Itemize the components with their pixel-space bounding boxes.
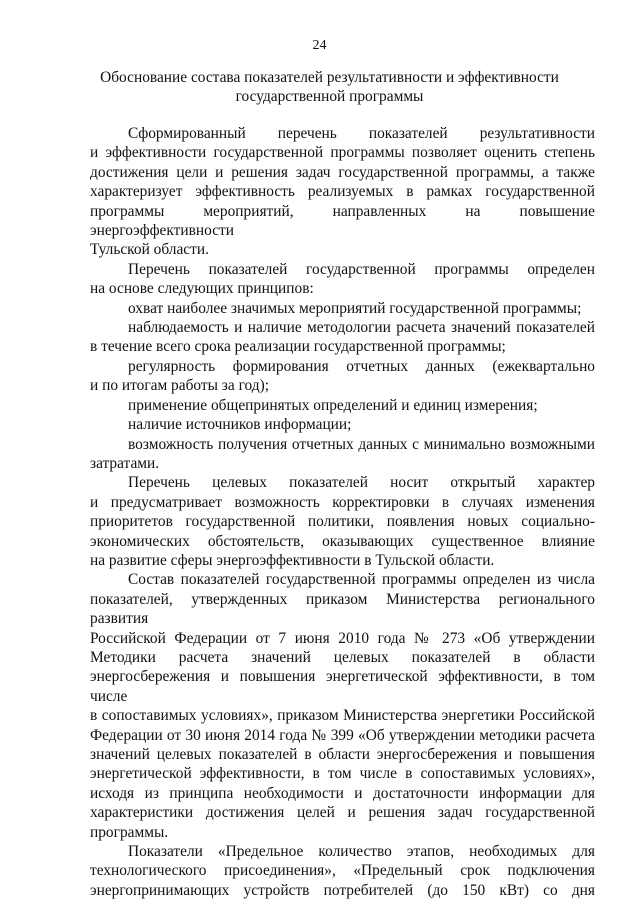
paragraph — [90, 570, 595, 842]
text-line: Перечень целевых показателей носит открытый характер — [128, 474, 595, 492]
paragraph — [90, 124, 595, 260]
text-line: и предусматривает возможность корректировки в случаях изменения — [90, 493, 595, 511]
list-item — [90, 396, 595, 415]
text-line: охват наиболее значимых мероприятий государственной программы; — [128, 299, 582, 317]
text-line: программы мероприятий, направленных на повышение энергоэффективности — [90, 202, 595, 240]
section-title-line: государственной программы — [235, 88, 424, 105]
page-number: 24 — [312, 38, 327, 53]
text-line: программы. — [90, 823, 169, 841]
text-line: затратами. — [90, 454, 160, 472]
text-line: характеристики достижения целей и решения задач государственной — [90, 804, 595, 822]
text-line: характеризует эффективность реализуемых в рамках государственной — [90, 183, 595, 201]
list-item — [90, 318, 595, 357]
text-line: достижения цели и решения задач государственной программы, а также — [90, 163, 595, 181]
text-line: Федерации от 30 июня 2014 года № 399 «Об утверждении методики расчета — [90, 726, 595, 744]
text-line: Перечень показателей государственной программы определен — [128, 260, 595, 278]
text-line: Методики расчета значений целевых показателей в области — [90, 648, 595, 666]
list-item — [90, 357, 595, 396]
text-line: Состав показателей государственной программы определен из числа — [128, 571, 595, 589]
text-line: Российской Федерации от 7 июня 2010 года № 273 «Об утверждении — [90, 629, 595, 647]
text-line: значений целевых показателей в области энергосбережения и повышения — [90, 746, 595, 763]
paragraph — [90, 842, 595, 900]
section-title — [80, 68, 579, 106]
text-line: на развитие сферы энергоэффективности в Тульской области. — [90, 551, 495, 569]
text-line: наличие источников информации; — [128, 416, 352, 434]
text-line: в течение всего срока реализации государственной программы; — [90, 338, 506, 356]
paragraph — [90, 260, 595, 299]
text-line: технологического присоединения», «Предельный срок подключения — [90, 862, 595, 880]
text-line: и по итогам работы за год); — [90, 377, 269, 395]
list-item — [90, 415, 595, 434]
text-line: приоритетов государственной политики, появления новых социально- — [90, 513, 595, 531]
text-line: возможность получения отчетных данных с минимально возможными — [128, 435, 595, 453]
text-line: наблюдаемость и наличие методологии расчета значений показателей — [128, 319, 595, 337]
text-line: исходя из принципа необходимости и достаточности информации для — [90, 784, 595, 802]
text-line: применение общепринятых определений и единиц измерения; — [128, 396, 538, 414]
text-line: и эффективности государственной программы позволяет оценить степень — [90, 144, 595, 162]
text-line: на основе следующих принципов: — [90, 280, 314, 298]
text-line: энергопринимающих устройств потребителей (до 150 кВт) со дня — [90, 881, 595, 899]
text-line: энергосбережения и повышения энергетической эффективности, в том числе — [90, 668, 595, 705]
document-body — [90, 124, 595, 900]
text-line: Сформированный перечень показателей результативности — [128, 125, 595, 142]
text-line: Тульской области. — [90, 241, 209, 259]
section-title-line: Обоснование состава показателей результативности и эффективности — [100, 69, 559, 86]
text-line: регулярность формирования отчетных данных (ежеквартально — [128, 357, 595, 375]
paragraph — [90, 473, 595, 570]
text-line: Показатели «Предельное количество этапов, необходимых для — [128, 843, 595, 861]
list-item — [90, 299, 595, 318]
text-line: показателей, утвержденных приказом Министерства регионального развития — [90, 590, 595, 628]
text-line: в сопоставимых условиях», приказом Министерства энергетики Российской — [90, 707, 595, 725]
text-line: экономических обстоятельств, оказывающих существенное влияние — [90, 532, 595, 550]
list-item — [90, 435, 595, 474]
text-line: энергетической эффективности, в том числе в сопоставимых условиях», — [90, 765, 595, 783]
